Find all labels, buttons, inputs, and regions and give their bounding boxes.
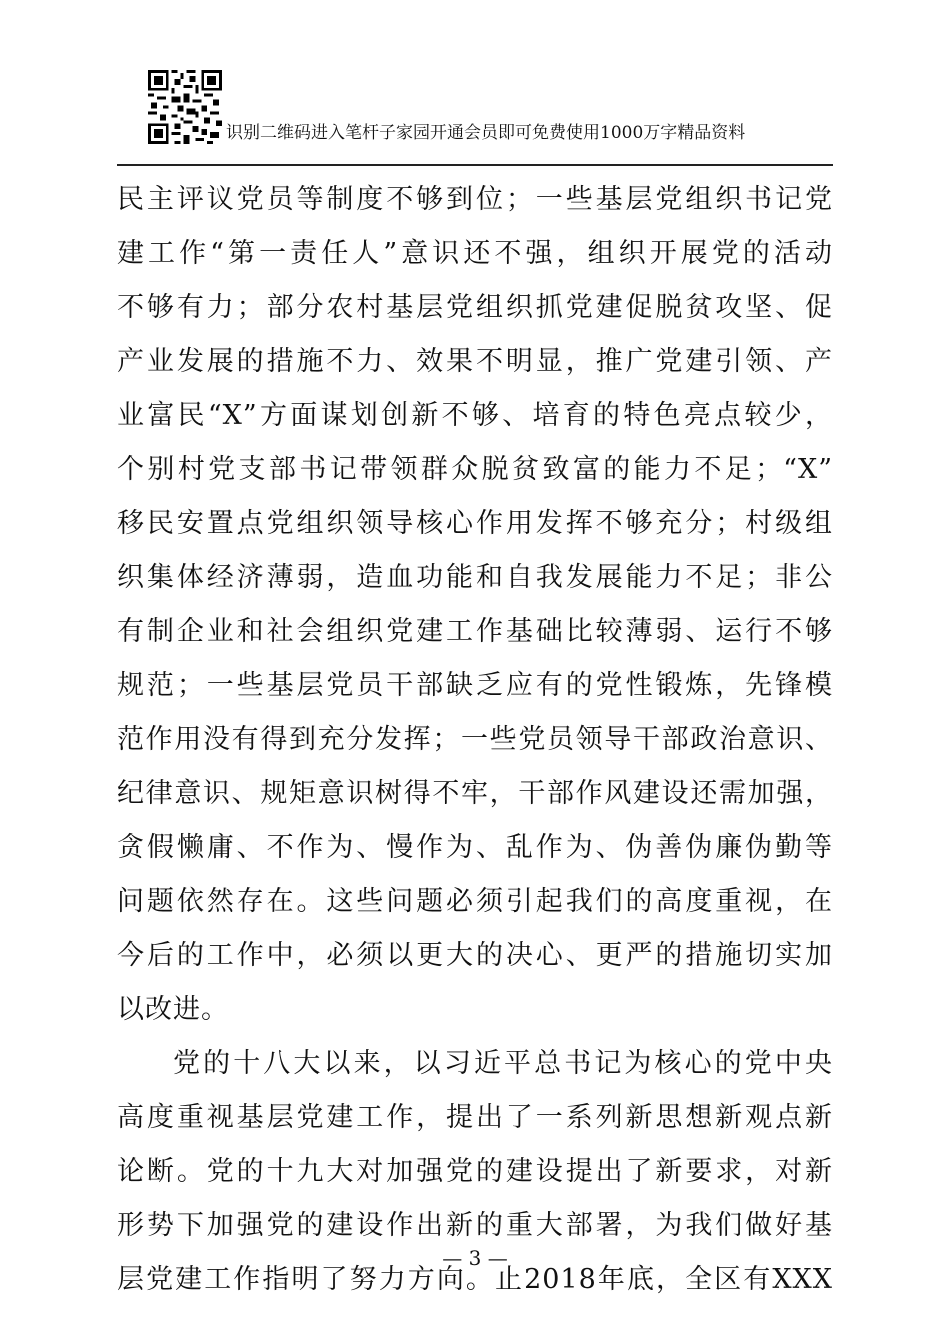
paragraph-first-line: 党的十八大以来，以习近平总书记为核心的党中央 [173,1048,833,1079]
text-line: 业富民“X”方面谋划创新不够、培育的特色亮点较少， [117,400,833,431]
header-notice: 识别二维码进入笔杆子家园开通会员即可免费使用1000万字精品资料 [226,123,746,143]
text-line: 层党建工作指明了努力方向。止2018年底，全区有XXX [117,1264,833,1295]
text-line: 形势下加强党的建设作出新的重大部署，为我们做好基 [117,1210,833,1241]
text-line: 问题依然存在。这些问题必须引起我们的高度重视，在 [117,886,833,917]
header-divider [117,164,833,166]
text-line: 规范；一些基层党员干部缺乏应有的党性锻炼，先锋模 [117,670,833,701]
text-line: 高度重视基层党建工作，提出了一系列新思想新观点新 [117,1102,833,1133]
text-line: 论断。党的十九大对加强党的建设提出了新要求，对新 [117,1156,833,1187]
text-line: 织集体经济薄弱，造血功能和自我发展能力不足；非公 [117,562,833,593]
text-line: 以改进。 [117,994,229,1025]
text-line: 不够有力；部分农村基层党组织抓党建促脱贫攻坚、促 [117,292,833,323]
text-line: 今后的工作中，必须以更大的决心、更严的措施切实加 [117,940,833,971]
text-line: 产业发展的措施不力、效果不明显，推广党建引领、产 [117,346,833,377]
text-line: 民主评议党员等制度不够到位；一些基层党组织书记党 [117,184,833,215]
document-body [117,173,833,1307]
text-line: 建工作“第一责任人”意识还不强，组织开展党的活动 [117,238,833,269]
qr-code-image [148,70,222,144]
text-line: 范作用没有得到充分发挥；一些党员领导干部政治意识、 [117,724,833,755]
text-line: 有制企业和社会组织党建工作基础比较薄弱、运行不够 [117,616,833,647]
text-line: 移民安置点党组织领导核心作用发挥不够充分；村级组 [117,508,833,539]
page-number: — 3 — [442,1246,508,1270]
text-line: 个别村党支部书记带领群众脱贫致富的能力不足；“X” [117,454,833,485]
text-line: 纪律意识、规矩意识树得不牢，干部作风建设还需加强， [117,778,833,809]
text-line: 贪假懒庸、不作为、慢作为、乱作为、伪善伪廉伪勤等 [117,832,833,863]
